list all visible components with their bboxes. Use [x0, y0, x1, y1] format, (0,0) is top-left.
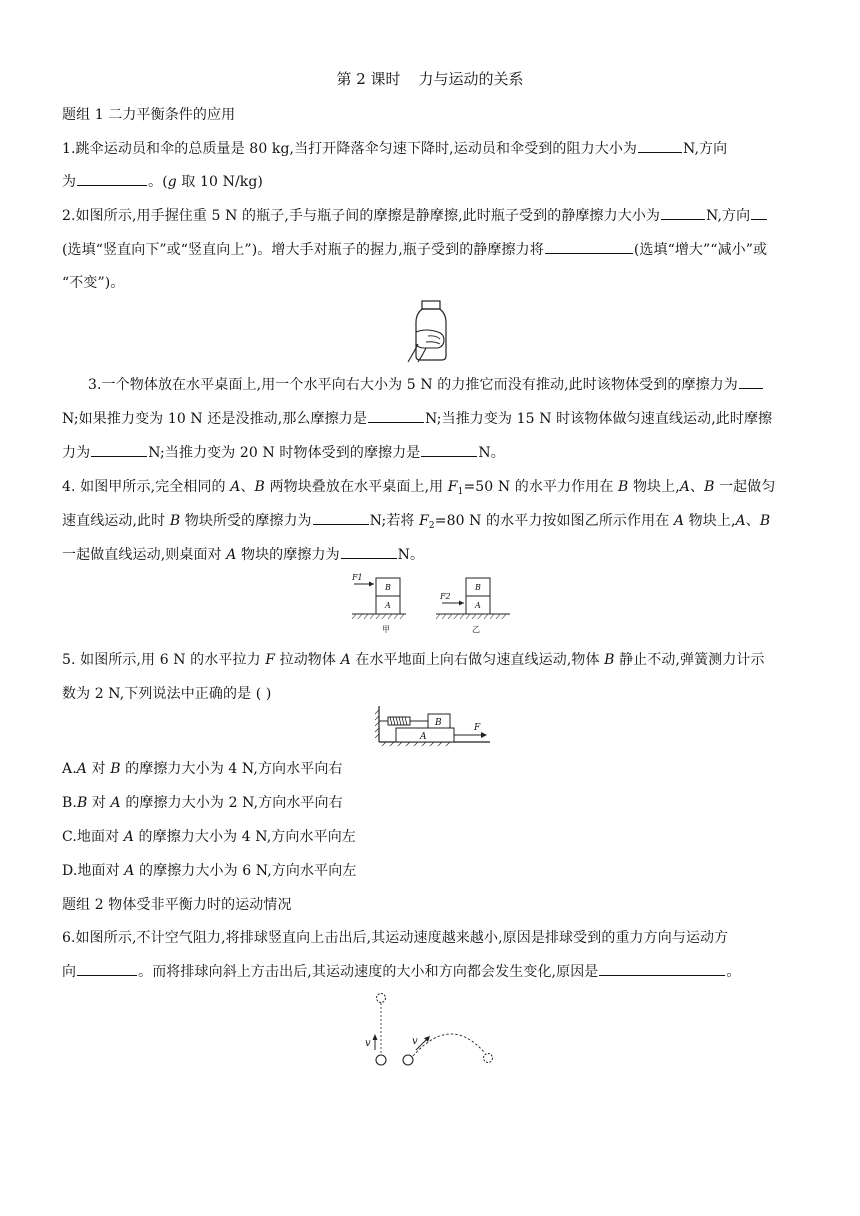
yi-f2-label: F2	[440, 592, 451, 601]
q4-line3: 一起做直线运动,则桌面对 A 物块的摩擦力为 N。	[62, 544, 424, 564]
q1-blank-force[interactable]	[638, 138, 682, 153]
q6-blank-1[interactable]	[77, 961, 137, 976]
fig6-v-label-2: v	[412, 1036, 418, 1047]
q5-option-d[interactable]: D.地面对 A 的摩擦力大小为 6 N,方向水平向左	[62, 863, 357, 879]
q1-line2: 为 。(g 取 10 N/kg)	[62, 171, 263, 191]
q6-line1: 6.如图所示,不计空气阻力,将排球竖直向上击出后,其运动速度越来越小,原因是排球受到的重力方向与运动方	[62, 930, 729, 946]
q3-blank-4[interactable]	[421, 442, 477, 457]
fig6-v-label-1: v	[365, 1038, 371, 1049]
q4-blank-1[interactable]	[313, 510, 369, 525]
fig5-force-label: F	[474, 723, 481, 733]
jia-f1-label: F1	[352, 573, 363, 582]
jia-label-b: B	[385, 583, 391, 592]
fig5-label-b: B	[435, 718, 442, 728]
group1-heading: 题组 1 二力平衡条件的应用	[62, 107, 236, 123]
q2-line3: “不变”)。	[62, 275, 125, 291]
volleyball-motion-figure	[358, 990, 498, 1070]
q3-blank-1[interactable]	[739, 374, 763, 389]
group2-heading: 题组 2 物体受非平衡力时的运动情况	[62, 897, 292, 913]
q6-line2: 向 。而将排球向斜上方击出后,其运动速度的大小和方向都会发生变化,原因是 。	[62, 961, 741, 981]
yi-caption: 乙	[472, 625, 480, 634]
q2-line1: 2.如图所示,用手握住重 5 N 的瓶子,手与瓶子间的摩擦是静摩擦,此时瓶子受到的静摩擦力大小为 N,方向	[62, 205, 768, 225]
q5-option-a[interactable]: A.A 对 B 的摩擦力大小为 4 N,方向水平向右	[62, 761, 343, 777]
lesson-number: 第 2 课时	[336, 70, 401, 88]
spring-scale-figure	[374, 704, 492, 746]
q1-blank-direction[interactable]	[77, 171, 147, 186]
q2-blank-direction[interactable]	[751, 205, 767, 220]
yi-label-b: B	[475, 583, 481, 592]
q3-blank-3[interactable]	[91, 442, 147, 457]
q3-line3: 力为 N;当推力变为 20 N 时物体受到的摩擦力是 N。	[62, 442, 505, 462]
yi-label-a: A	[475, 601, 481, 610]
q4-line1: 4. 如图甲所示,完全相同的 A、B 两物块叠放在水平桌面上,用 $F_1=50$ N 的水平力作用在 B 物块上,A、B 一起做匀	[62, 479, 776, 497]
q2-blank-change[interactable]	[545, 239, 633, 254]
q4-blank-2[interactable]	[341, 544, 397, 559]
stacked-blocks-figure	[348, 570, 518, 636]
q5-option-b[interactable]: B.B 对 A 的摩擦力大小为 2 N,方向水平向右	[62, 795, 343, 811]
page-title	[0, 68, 860, 89]
q3-line2: N;如果推力变为 10 N 还是没推动,那么摩擦力是 N;当推力变为 15 N 时该物体做匀速直线运动,此时摩擦	[62, 408, 772, 428]
q5-line2: 数为 2 N,下列说法中正确的是 ( )	[62, 686, 272, 702]
q2-line2: (选填“竖直向下”或“竖直向上”)。增大手对瓶子的握力,瓶子受到的静摩擦力将 (选填“增大”“减小”或	[62, 239, 767, 259]
q1-line1: 1.跳伞运动员和伞的总质量是 80 kg,当打开降落伞匀速下降时,运动员和伞受到的阻力大小为 N,方向	[62, 138, 727, 158]
lesson-topic: 力与运动的关系	[418, 70, 524, 88]
bottle-in-hand-figure	[404, 298, 456, 364]
q5-option-c[interactable]: C.地面对 A 的摩擦力大小为 4 N,方向水平向左	[62, 829, 356, 845]
jia-label-a: A	[385, 601, 391, 610]
q4-line2: 速直线运动,此时 B 物块所受的摩擦力为 N;若将 $F_2=80$ N 的水平力按如图乙所示作用在 A 物块上,A、B	[62, 510, 770, 531]
q6-blank-2[interactable]	[599, 961, 725, 976]
fig5-label-a: A	[420, 732, 427, 742]
q3-blank-2[interactable]	[368, 408, 424, 423]
q5-line1: 5. 如图所示,用 6 N 的水平拉力 F 拉动物体 A 在水平地面上向右做匀速直线运动,物体 B 静止不动,弹簧测力计示	[62, 652, 765, 668]
q2-blank-force[interactable]	[661, 205, 705, 220]
q3-line1: 3.一个物体放在水平桌面上,用一个水平向右大小为 5 N 的力推它而没有推动,此时该物体受到的摩擦力为	[88, 374, 764, 394]
jia-caption: 甲	[382, 625, 390, 634]
